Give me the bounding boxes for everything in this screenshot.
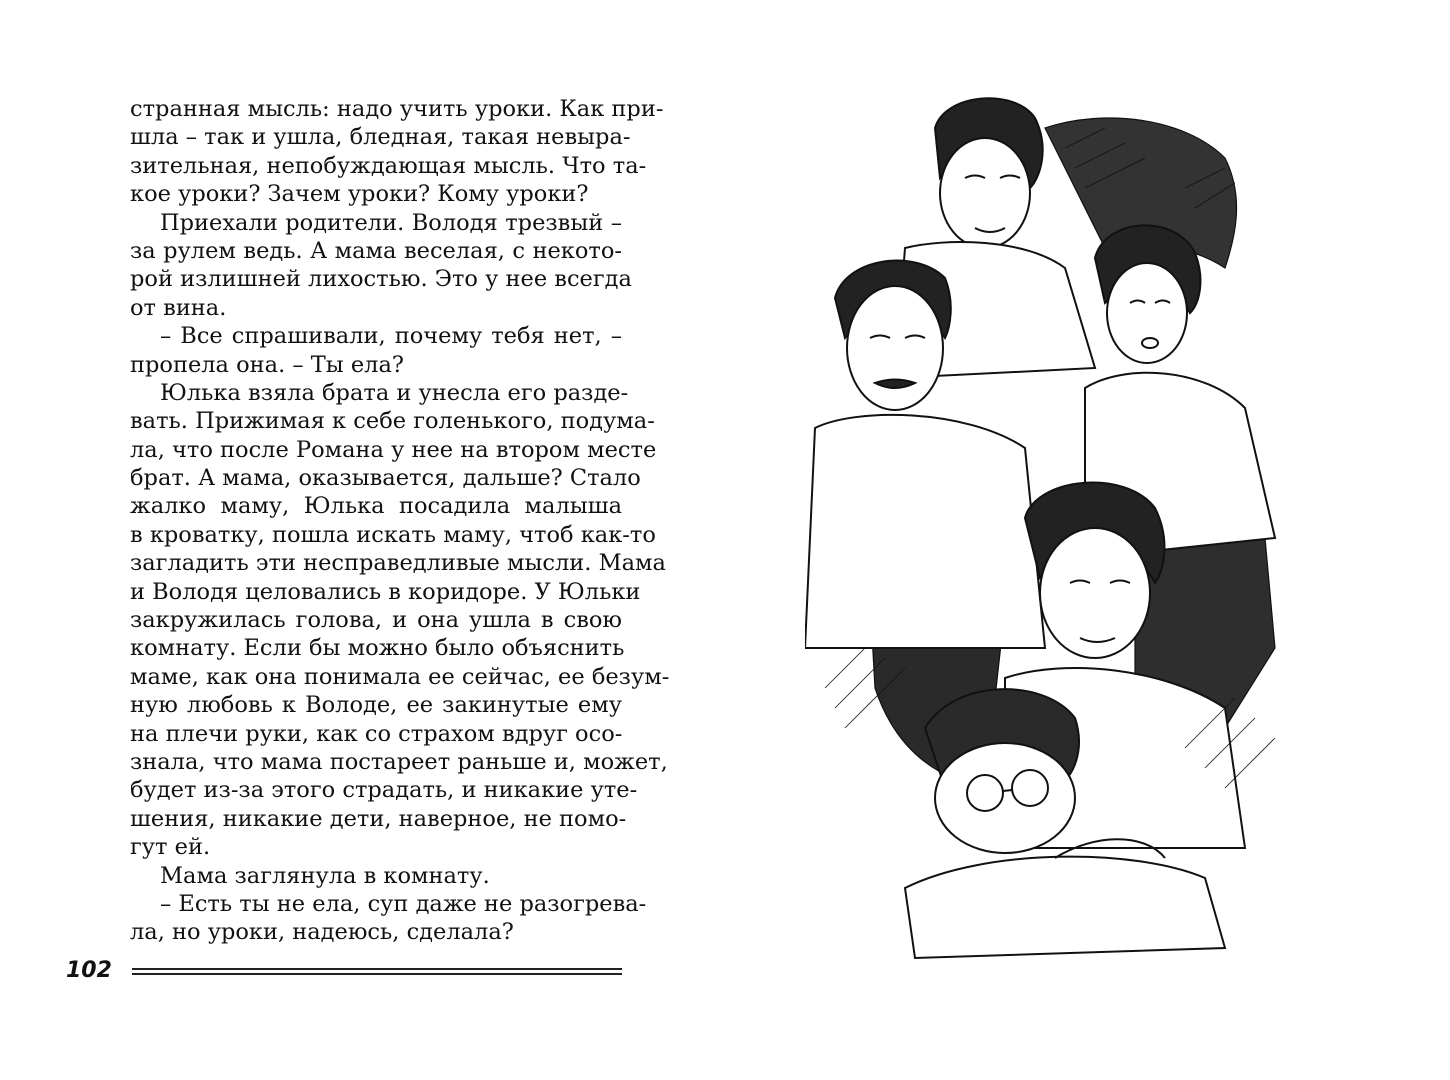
text-line: – Есть ты не ела, суп даже не разогрева- — [160, 890, 647, 917]
text-line: вать. Прижимая к себе голенького, подума- — [130, 408, 655, 435]
text-line: Юлька взяла брата и унесла его разде- — [160, 379, 629, 406]
text-line: в кроватку, пошла искать маму, чтоб как-то — [130, 521, 656, 548]
text-line: знала, что мама постареет раньше и, может, — [130, 748, 668, 775]
text-line: загладить эти несправедливые мысли. Мама — [130, 550, 666, 577]
text-line: Мама заглянула в комнату. — [160, 862, 490, 889]
text-line: комнату. Если бы можно было объяснить — [130, 635, 625, 662]
text-line: – Все спрашивали, почему тебя нет, – — [160, 323, 622, 350]
text-line: жалко маму, Юлька посадила малыша — [130, 493, 622, 520]
text-line: и Володя целовались в коридоре. У Юльки — [130, 578, 641, 605]
text-line: ла, что после Романа у нее на втором месте — [130, 436, 657, 463]
text-line: будет из-за этого страдать, и никакие уте- — [130, 777, 638, 804]
text-line: шения, никакие дети, наверное, не помо- — [130, 805, 627, 832]
text-line: рой излишней лихостью. Это у нее всегда — [130, 266, 632, 293]
text-line: ную любовь к Володе, ее закинутые ему — [130, 692, 622, 719]
text-line: закружилась голова, и она ушла в свою — [130, 607, 622, 634]
text-line: брат. А мама, оказывается, дальше? Стало — [130, 465, 641, 492]
right-page — [725, 0, 1450, 1080]
page-number: 102 — [66, 958, 112, 983]
text-line: странная мысль: надо учить уроки. Как при- — [130, 96, 664, 122]
book-illustration-icon — [805, 88, 1350, 988]
page-footer-rule — [132, 968, 622, 977]
text-line: ла, но уроки, надеюсь, сделала? — [130, 919, 514, 946]
text-line: Приехали родители. Володя трезвый – — [160, 209, 622, 236]
text-line: на плечи руки, как со страхом вдруг осо- — [130, 720, 623, 747]
text-line: пропела она. – Ты ела? — [130, 351, 404, 378]
text-line: за рулем ведь. А мама веселая, с некото- — [130, 237, 622, 264]
text-line: маме, как она понимала ее сейчас, ее безум- — [130, 663, 670, 690]
text-line: от вина. — [130, 294, 227, 321]
text-line: гут ей. — [130, 834, 211, 861]
text-line: кое уроки? Зачем уроки? Кому уроки? — [130, 181, 589, 208]
text-line: зительная, непобуждающая мысль. Что та- — [130, 152, 647, 179]
text-line: шла – так и ушла, бледная, такая невыра- — [130, 124, 631, 151]
body-text — [130, 95, 670, 947]
